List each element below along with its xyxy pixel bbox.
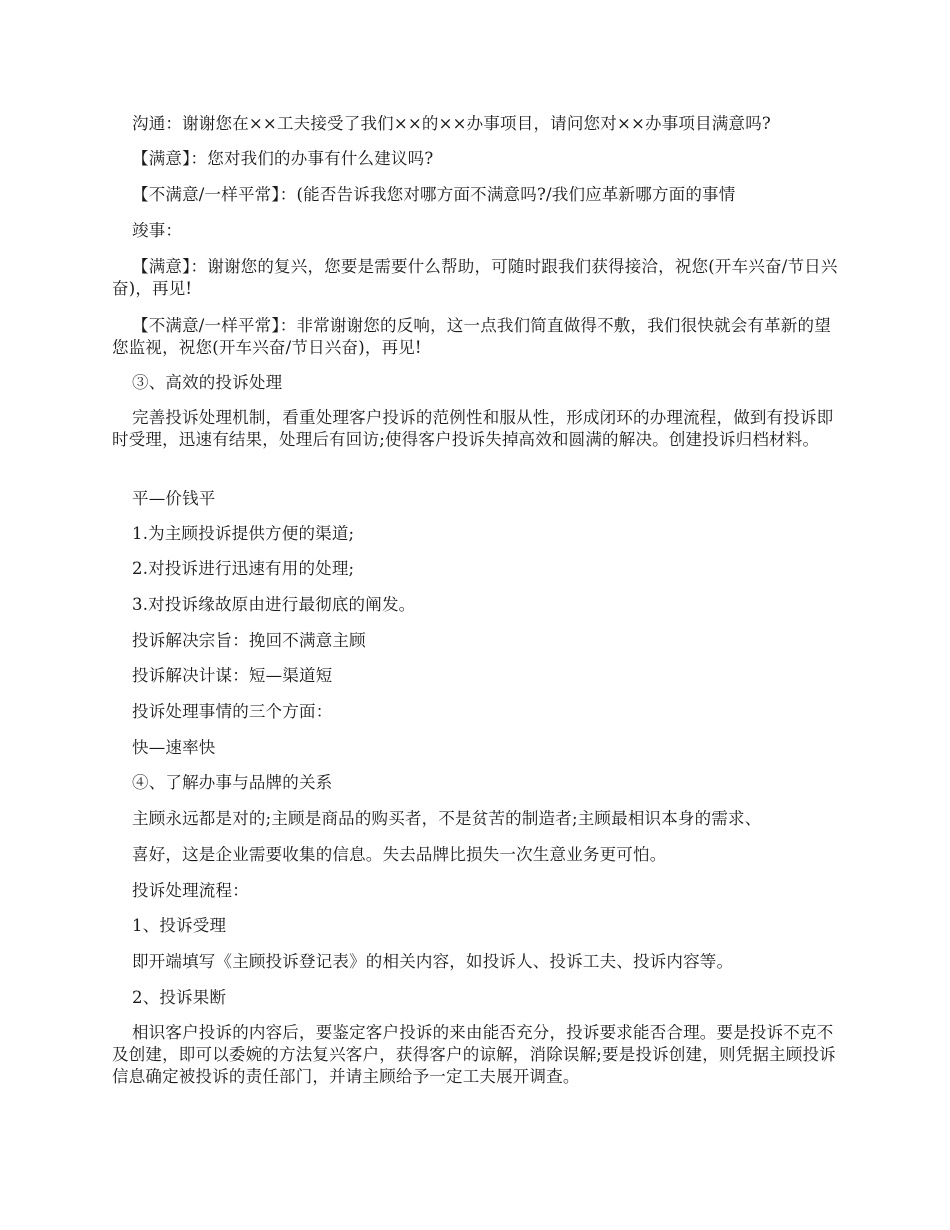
paragraph-preference: 喜好，这是企业需要收集的信息。失去品牌比损失一次生意业务更可怕。 — [132, 845, 667, 864]
list-item-3: 3.对投诉缘故原由进行最彻底的阐发。 — [132, 595, 416, 614]
paragraph-price: 平—价钱平 — [132, 489, 216, 508]
heading-process: 投诉处理流程： — [132, 881, 249, 900]
heading-step-1: 1、投诉受理 — [132, 916, 227, 935]
paragraph-purpose: 投诉解决宗旨：挽回不满意主顾 — [132, 631, 366, 650]
paragraph-satisfied-question: 【满意】：您对我们的办事有什么建议吗? — [132, 149, 434, 168]
paragraph-customer-right: 主顾永远都是对的;主顾是商品的购买者，不是贫苦的制造者;主顾最相识本身的需求、 — [132, 809, 762, 828]
heading-efficient-complaint: ③、高效的投诉处理 — [132, 373, 283, 392]
paragraph-ending: 竣事： — [132, 221, 183, 240]
paragraph-unsatisfied-reply: 【不满意/一样平常】：非常谢谢您的反响，这一点我们简直做得不敷，我们很快就会有革新的望您监视，祝您(开车兴奋/节日兴奋)，再见! — [112, 316, 831, 357]
paragraph-complaint-mechanism: 完善投诉处理机制，看重处理客户投诉的范例性和服从性，形成闭环的办理流程，做到有投诉即时受理，迅速有结果，处理后有回访;使得客户投诉失掉高效和圆满的解决。创建投诉归档材料。 — [112, 408, 834, 449]
paragraph-strategy: 投诉解决计谋：短—渠道短 — [132, 666, 333, 685]
paragraph-step-1: 即开端填写《主顾投诉登记表》的相关内容，如投诉人、投诉工夫、投诉内容等。 — [132, 952, 734, 971]
paragraph-three-aspects: 投诉处理事情的三个方面： — [132, 702, 333, 721]
paragraph-unsatisfied-question: 【不满意/一样平常】：(能否告诉我您对哪方面不满意吗?/我们应革新哪方面的事情 — [132, 185, 736, 204]
heading-brand-relation: ④、了解办事与品牌的关系 — [132, 773, 333, 792]
paragraph-step-2: 相识客户投诉的内容后，要鉴定客户投诉的来由能否充分，投诉要求能否合理。要是投诉不克不及创建，即可以委婉的方法复兴客户，获得客户的谅解，消除误解;要是投诉创建，则凭据主顾投诉信息确定被投诉的责任部门，并请主顾给予一定工夫展开调查。 — [112, 1023, 836, 1086]
paragraph-satisfied-reply: 【满意】：谢谢您的复兴，您要是需要什么帮助，可随时跟我们获得接洽，祝您(开车兴奋/节日兴奋)，再见! — [112, 257, 838, 298]
heading-step-2: 2、投诉果断 — [132, 988, 227, 1007]
paragraph-fast: 快—速率快 — [132, 738, 216, 757]
list-item-2: 2.对投诉进行迅速有用的处理; — [132, 559, 355, 578]
list-item-1: 1.为主顾投诉提供方便的渠道; — [132, 524, 355, 543]
paragraph-communication: 沟通：谢谢您在××工夫接受了我们××的××办事项目，请问您对××办事项目满意吗? — [132, 114, 771, 133]
